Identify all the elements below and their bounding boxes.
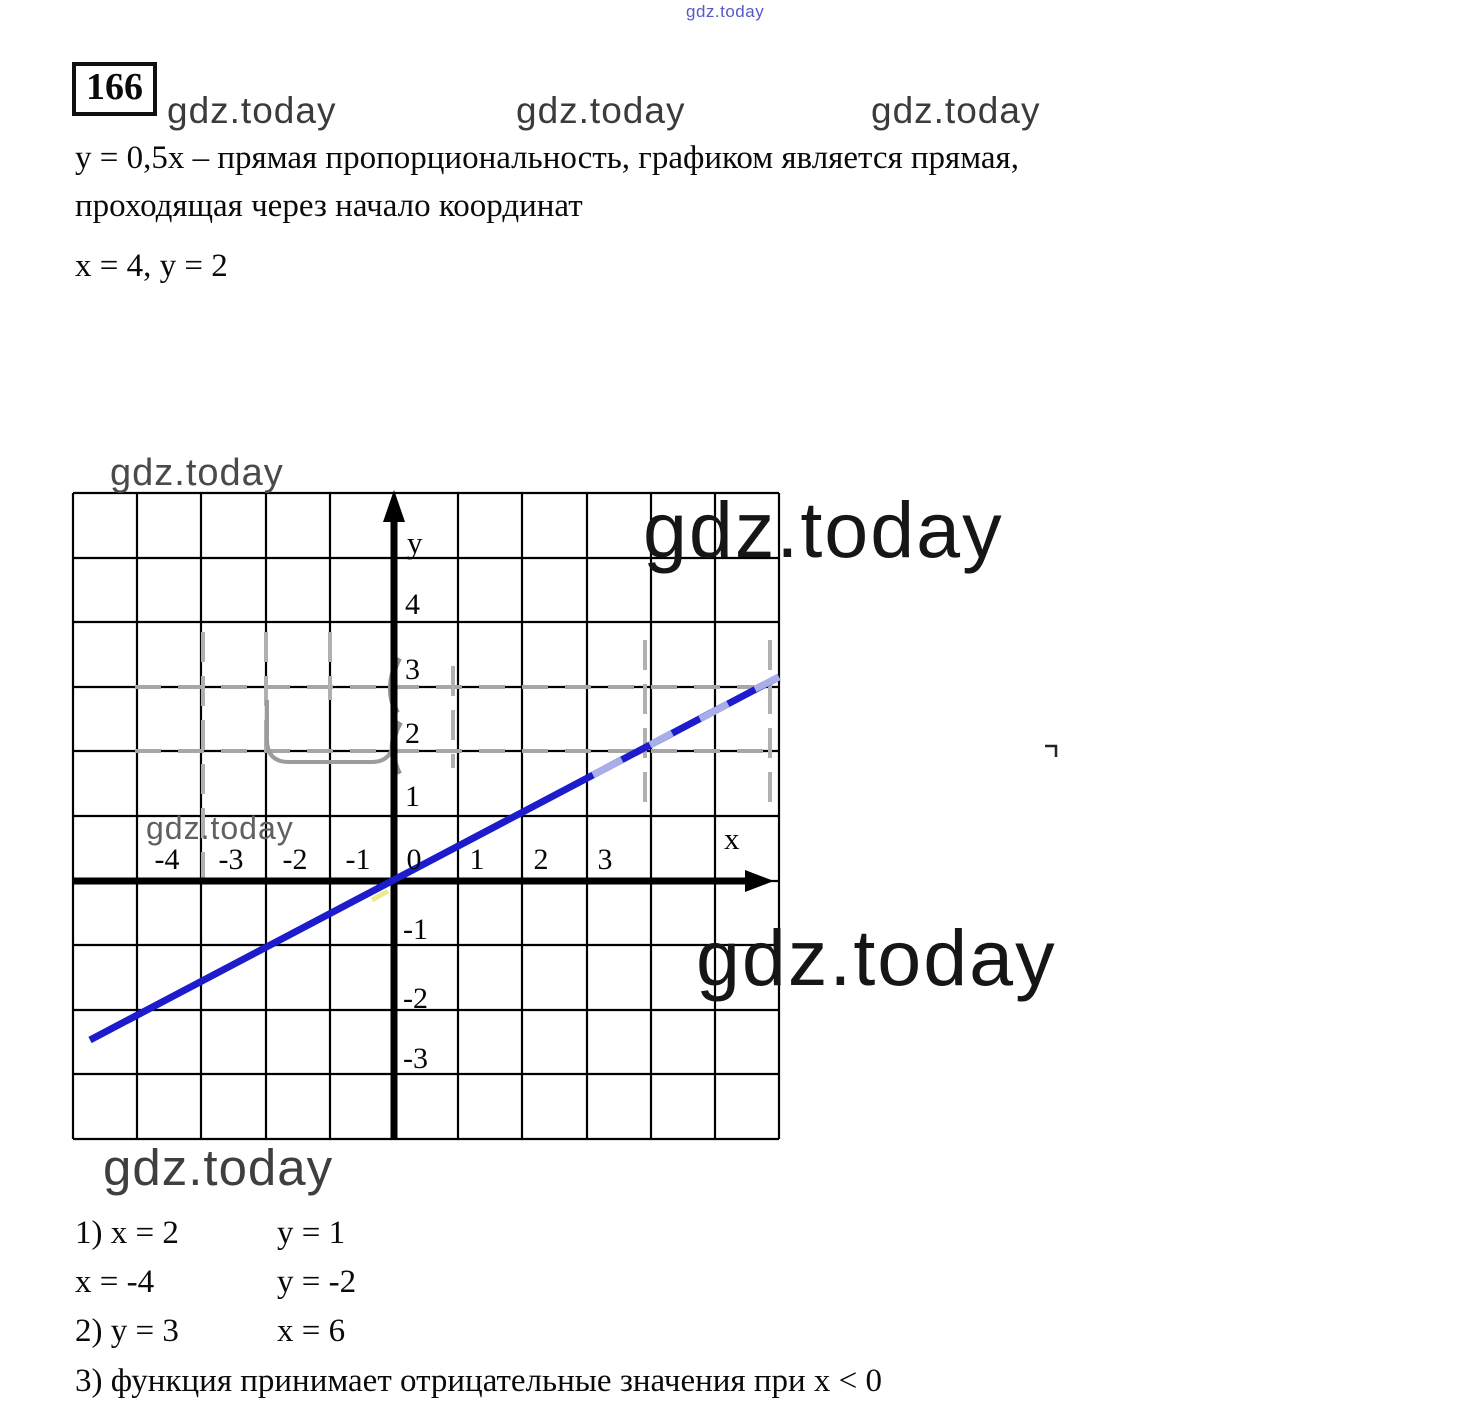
answer-1-value: y = 1: [277, 1215, 346, 1251]
answer-1-label: 1) x = 2: [75, 1215, 179, 1251]
x-tick-labels: [155, 843, 613, 876]
answer-3-label: 2) y = 3: [75, 1313, 179, 1349]
answer-2-value: y = -2: [277, 1264, 357, 1300]
x-tick-label: 2: [533, 843, 549, 876]
x-tick-label: -4: [154, 843, 180, 876]
watermark-top-blue: gdz.today: [686, 2, 765, 21]
y-axis-arrow-icon: [383, 490, 405, 522]
y-tick-label: -3: [403, 1042, 428, 1075]
x-axis-arrow-icon: [745, 870, 774, 892]
x-tick-label: 1: [469, 843, 485, 876]
watermark-on-graph-1: gdz.today: [643, 485, 1004, 574]
watermark-header-3: gdz.today: [871, 90, 1041, 131]
watermark-below-graph: gdz.today: [103, 1139, 334, 1196]
origin-label: 0: [406, 843, 422, 876]
y-tick-labels: [403, 588, 428, 1075]
x-tick-label: -3: [218, 843, 244, 876]
x-axis-label: x: [724, 821, 740, 856]
watermark-above-graph: gdz.today: [110, 452, 284, 494]
y-tick-label: 2: [405, 717, 420, 750]
x-tick-label: -1: [345, 843, 371, 876]
solution-line-2: проходящая через начало координат: [75, 188, 583, 224]
y-tick-label: 4: [405, 588, 420, 621]
solution-line-1: y = 0,5x – прямая пропорциональность, графиком является прямая,: [75, 140, 1019, 176]
problem-number-badge: 166: [72, 62, 157, 116]
function-line: [90, 677, 779, 1040]
watermark-in-graph: gdz.today: [146, 810, 294, 846]
watermark-on-graph-2: gdz.today: [696, 913, 1057, 1002]
x-tick-label: 3: [597, 843, 613, 876]
y-tick-label: 1: [405, 780, 420, 813]
y-tick-label: 3: [405, 653, 420, 686]
solution-point-values: x = 4, y = 2: [75, 248, 228, 284]
answer-3-value: x = 6: [277, 1313, 346, 1349]
answer-4-statement: 3) функция принимает отрицательные значения при x < 0: [75, 1363, 883, 1399]
scan-corner-mark: [1045, 746, 1056, 757]
watermark-header-2: gdz.today: [516, 90, 686, 131]
answer-2-label: x = -4: [75, 1264, 155, 1300]
x-tick-label: -2: [282, 843, 308, 876]
y-tick-label: -1: [403, 913, 428, 946]
y-axis-label: y: [407, 525, 423, 560]
y-tick-label: -2: [403, 982, 428, 1015]
watermark-header-1: gdz.today: [167, 90, 337, 131]
